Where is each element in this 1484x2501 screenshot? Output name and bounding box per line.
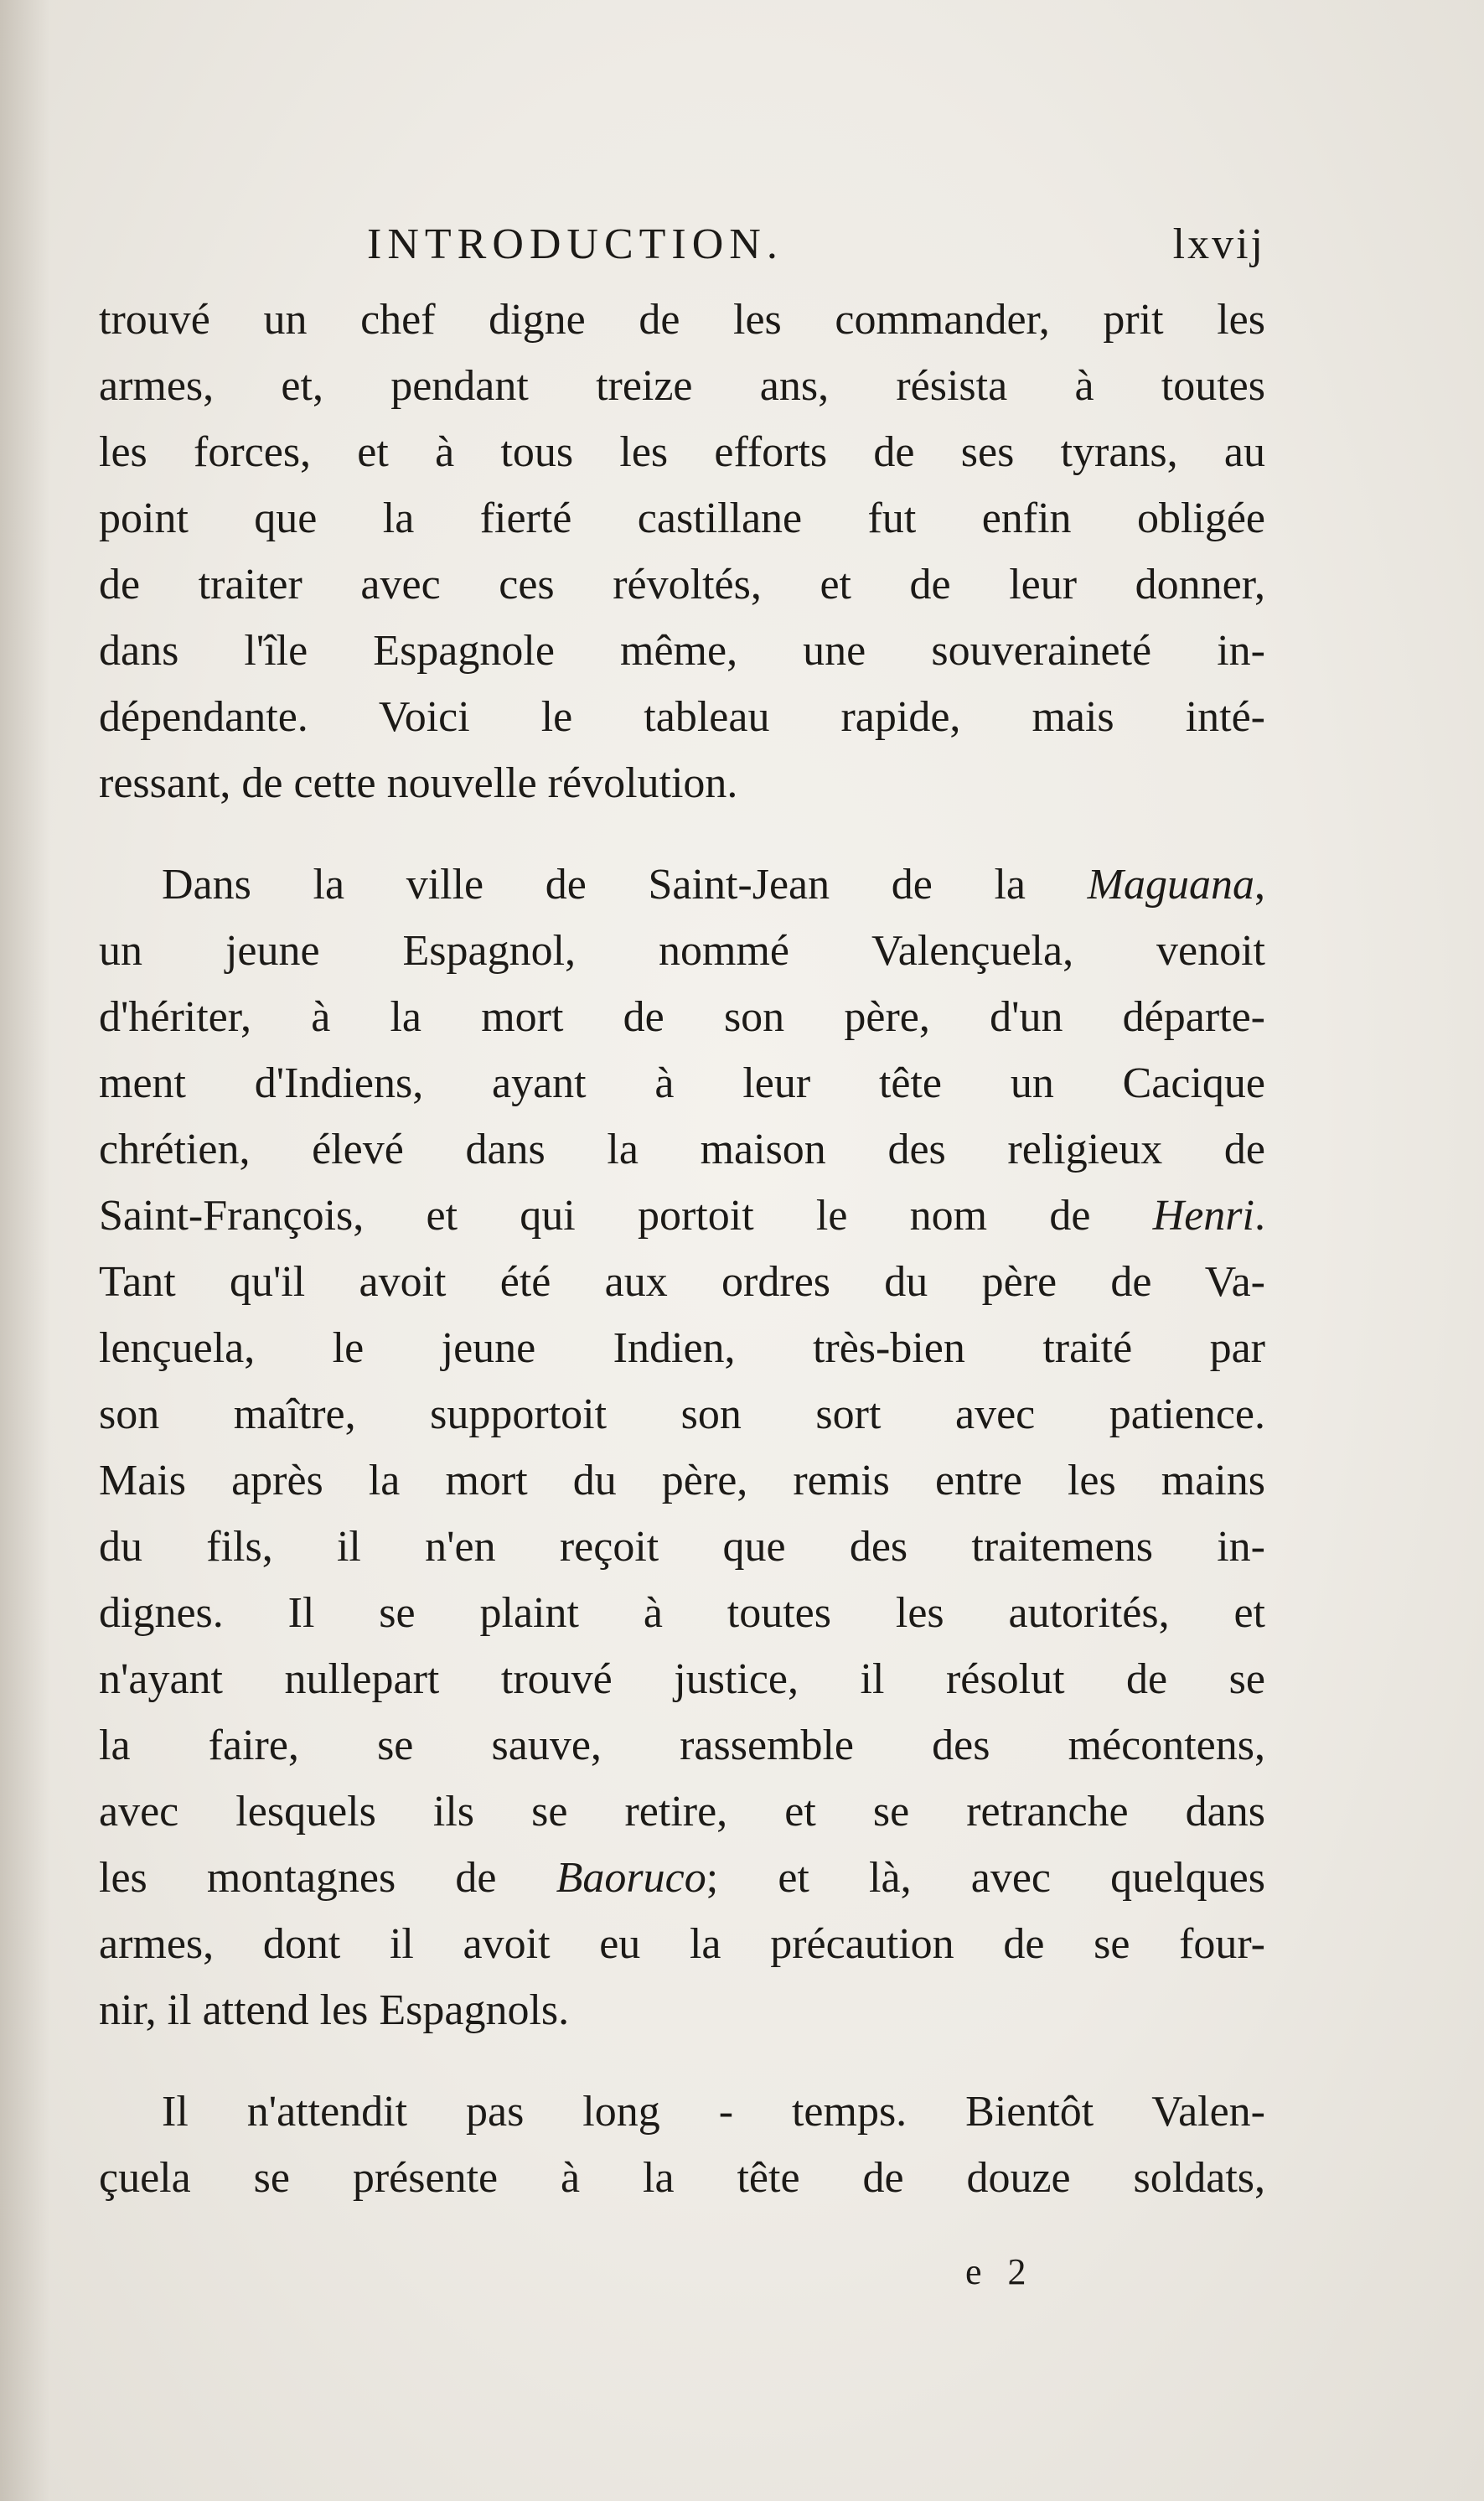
text-line: un jeune Espagnol, nommé Valençuela, venoit [99, 927, 1265, 975]
text-line: armes, dont il avoit eu la précaution de se four- [99, 1920, 1265, 1968]
text-line: de traiter avec ces révoltés, et de leur donner, [99, 561, 1265, 608]
signature-mark: e 2 [965, 2251, 1035, 2292]
page-text-block [99, 220, 1265, 2211]
page-number: lxvij [1172, 220, 1265, 268]
text-line: point que la fierté castillane fut enfin obligée [99, 495, 1265, 542]
text-line: n'ayant nullepart trouvé justice, il résolut de se [99, 1655, 1265, 1703]
text-line: Saint-François, et qui portoit le nom de Henri. [99, 1192, 1265, 1240]
text-line: nir, il attend les Espagnols. [99, 1986, 570, 2034]
text-line: dépendante. Voici le tableau rapide, mais inté- [99, 693, 1265, 741]
paragraph-2 [99, 852, 1265, 2043]
paragraph-1 [99, 287, 1265, 816]
text-line: dignes. Il se plaint à toutes les autorités, et [99, 1589, 1265, 1637]
text-line: dans l'île Espagnole même, une souveraineté in- [99, 627, 1265, 675]
text-line: chrétien, élevé dans la maison des religieux de [99, 1126, 1265, 1173]
text-line: Mais après la mort du père, remis entre les mains [99, 1457, 1265, 1504]
text-line: son maître, supportoit son sort avec patience. [99, 1390, 1265, 1438]
text-line: les montagnes de Baoruco; et là, avec quelques [99, 1854, 1265, 1902]
text-line: lençuela, le jeune Indien, très-bien traité par [99, 1324, 1265, 1372]
text-line: Il n'attendit pas long - temps. Bientôt Valen- [162, 2088, 1265, 2136]
paragraph-3 [99, 2079, 1265, 2211]
text-line: avec lesquels ils se retire, et se retranche dans [99, 1788, 1265, 1836]
text-line: les forces, et à tous les efforts de ses tyrans, au [99, 428, 1265, 476]
text-line: ment d'Indiens, ayant à leur tête un Cacique [99, 1059, 1265, 1107]
running-head-title: INTRODUCTION. [367, 220, 783, 268]
text-line: Tant qu'il avoit été aux ordres du père de Va- [99, 1258, 1265, 1306]
text-line: çuela se présente à la tête de douze soldats, [99, 2154, 1265, 2202]
text-line: ressant, de cette nouvelle révolution. [99, 759, 738, 807]
gutter-shadow [0, 0, 50, 2501]
running-head [99, 220, 1265, 270]
text-line: d'hériter, à la mort de son père, d'un départe- [99, 993, 1265, 1041]
text-line: trouvé un chef digne de les commander, prit les [99, 296, 1265, 344]
text-line: du fils, il n'en reçoit que des traitemens in- [99, 1523, 1265, 1571]
text-line: armes, et, pendant treize ans, résista à toutes [99, 362, 1265, 410]
text-line: la faire, se sauve, rassemble des mécontens, [99, 1722, 1265, 1769]
text-line: Dans la ville de Saint-Jean de la Maguana, [162, 861, 1265, 909]
